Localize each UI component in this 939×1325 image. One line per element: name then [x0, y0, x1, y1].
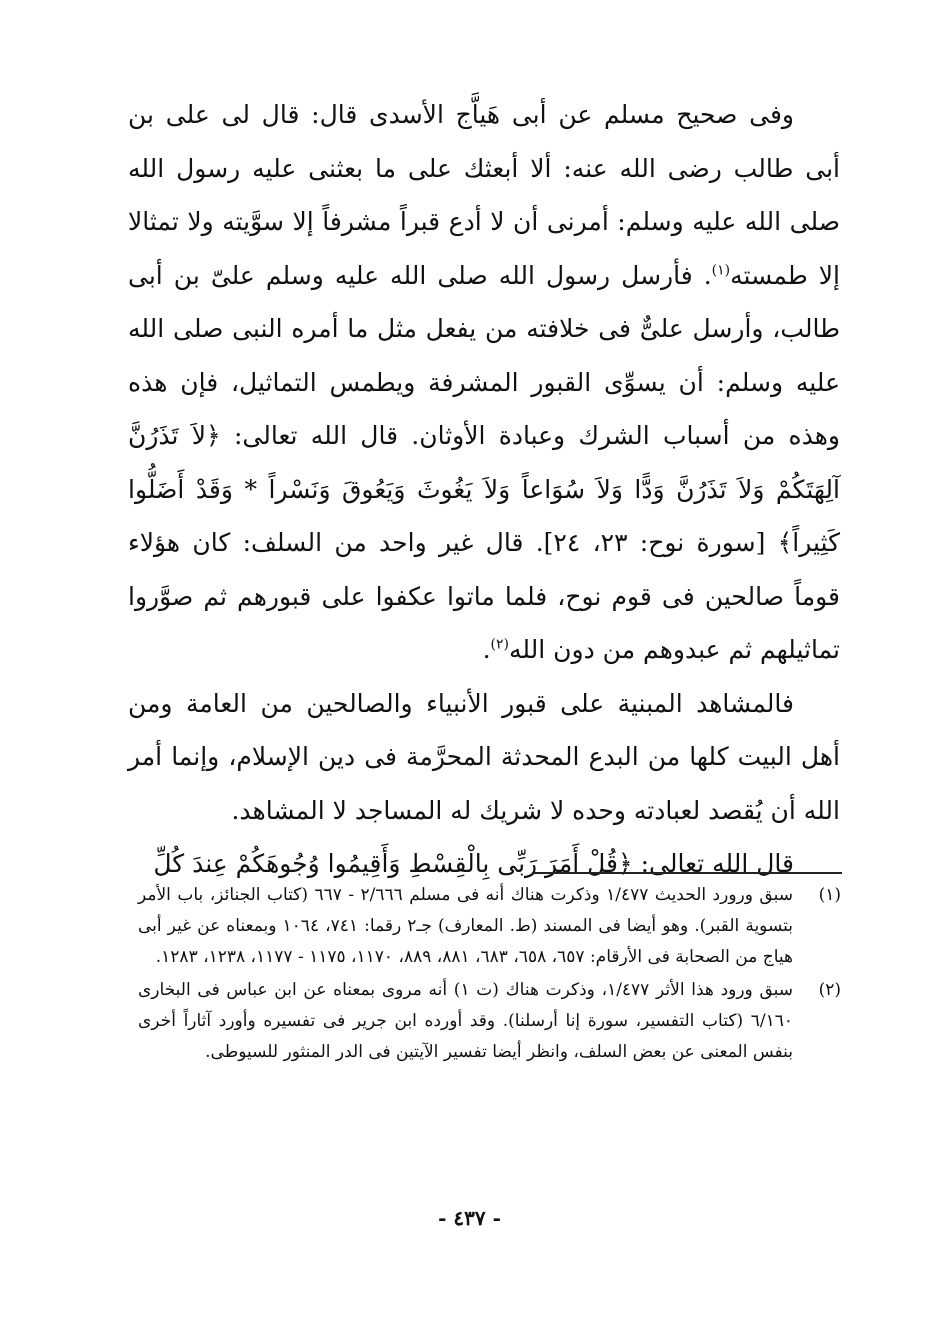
footnote-ref-2: (٢) [490, 636, 509, 653]
paragraph-1-text: وفى صحيح مسلم عن أبى هَياَّج الأسدى قال: قال لى على بن أبى طالب رضى الله عنه: ألا أبعثك على ما بعثنى عليه رسول الله صلى الله عليه وسلم: أمرنى أن لا أدع قبراً مشرفاً إلا سوَّيته ولا تمثالا إلا طمسته [128, 100, 840, 290]
footnote-2-number: (٢) [818, 980, 841, 1000]
paragraph-1 [128, 88, 840, 677]
footnote-1 [138, 880, 841, 973]
paragraph-1-continuation: . فأرسل رسول الله صلى الله عليه وسلم علىّ بن أبى طالب، وأرسل علىٌّ فى خلافته من يفعل مثل ما أمره النبى صلى الله عليه وسلم: أن يسوِّى القبور المشرفة ويطمس التماثيل، فإن هذه وهذه من أسباب الشرك وعبادة الأوثان. قال الله تعالى: ﴿لاَ تَذَرُنَّ آلِهَتَكُمْ وَلاَ تَذَرُنَّ وَدًّا وَلاَ سُوَاعاً وَلاَ يَغُوثَ وَيَعُوقَ وَنَسْراً * وَقَدْ أَضَلُّوا كَثِيراً﴾ [سورة نوح: ٢٣، ٢٤]. قال غير واحد من السلف: كان هؤلاء قوماً صالحين فى قوم نوح، فلما ماتوا عكفوا على قبورهم ثم صوَّروا تماثيلهم ثم عبدوهم من دون الله [128, 260, 840, 664]
main-text-block [128, 88, 840, 891]
footnote-1-text: سبق ورورد الحديث ١/٤٧٧ وذكرت هناك أنه فى مسلم ٢/٦٦٦ - ٦٦٧ (كتاب الجنائز، باب الأمر بتسوية القبر). وهو أيضا فى المسند (ط. المعارف) جـ٢ رقما: ٧٤١، ١٠٦٤ وبمعناه عن غير أبى هياج من الصحابة فى الأرقام: ٦٥٧، ٦٥٨، ٦٨٣، ٨٨١، ٨٨٩، ١١٧٠، ١١٧٥ - ١١٧٧، ١٢٣٨، ١٢٨٣. [138, 885, 793, 967]
paragraph-1-end: . [482, 635, 491, 664]
page-number: - ٤٣٧ - [438, 1206, 501, 1230]
paragraph-2: فالمشاهد المبنية على قبور الأنبياء والصالحين من العامة ومن أهل البيت كلها من البدع المحدثة المحرَّمة فى دين الإسلام، وإنما أمر الله أن يُقصد لعبادته وحده لا شريك له المساجد لا المشاهد. [128, 688, 840, 825]
footnote-ref-1: (١) [711, 262, 731, 279]
footnote-2-text: سبق ورود هذا الأثر ١/٤٧٧، وذكرت هناك (ت ١) أنه مروى بمعناه عن ابن عباس فى البخارى ٦/١٦٠ (كتاب التفسير، سورة إنا أرسلنا). وقد أورده ابن جرير فى تفسيره وأورد آثاراً أخرى بنفس المعنى عن بعض السلف، وانظر أيضا تفسير الآيتين فى الدر المنثور للسيوطى. [138, 980, 794, 1062]
footnotes-section [138, 880, 841, 1070]
footnote-2 [138, 975, 841, 1068]
paragraph-3: قال الله تعالى: ﴿قُلْ أَمَرَ رَبِّى بِالْقِسْطِ وَأَقِيمُوا وُجُوهَكُمْ عِندَ كُلِّ [153, 849, 794, 878]
footnote-1-number: (١) [818, 885, 841, 905]
footnote-divider [532, 872, 842, 874]
